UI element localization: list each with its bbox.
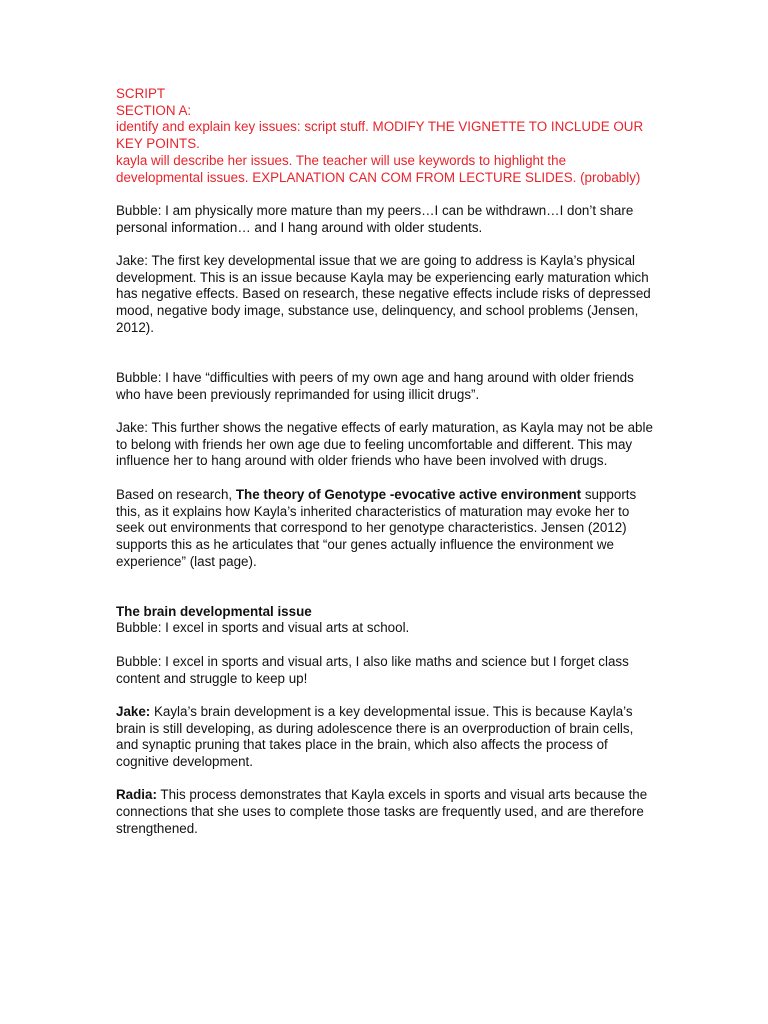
paragraph-bubble-4: Bubble: I excel in sports and visual arts, I also like maths and science but I forget class content and struggle to keep up!: [116, 653, 629, 686]
section-heading-brain: [116, 604, 656, 621]
paragraph-bubble-3: Bubble: I excel in sports and visual arts at school.: [116, 620, 410, 636]
instruction-note-2: kayla will describe her issues. The teacher will use keywords to highlight the developmental issues. EXPLANATION CAN COM FROM LECTURE SLIDES. (probably): [116, 152, 641, 185]
paragraph-bubble-2: Bubble: I have “difficulties with peers of my own age and hang around with older friends who have been previously reprimanded for using illicit drugs”.: [116, 369, 634, 402]
radia-text: This process demonstrates that Kayla excels in sports and visual arts because the connections that she uses to complete those tasks are frequently used, and are therefore strengthened.: [116, 787, 648, 836]
paragraph-radia: [116, 787, 656, 837]
script-notes: [116, 86, 656, 186]
paragraph-bubble-1: Bubble: I am physically more mature than my peers…I can be withdrawn…I don’t share personal information… and I hang around with older students.: [116, 202, 634, 235]
paragraph-jake-2: Jake: This further shows the negative effects of early maturation, as Kayla may not be able to belong with friends her own age due to feeling uncomfortable and different. This may influence her to hang around with older friends who have been involved with drugs.: [116, 420, 653, 469]
genotype-theory-name: The theory of Genotype -evocative active environment: [235, 486, 582, 502]
instruction-note-1: identify and explain key issues: script stuff. MODIFY THE VIGNETTE TO INCLUDE OUR KEY POINTS.: [116, 119, 644, 152]
speaker-radia: Radia:: [116, 787, 157, 803]
genotype-text-post: supports this, as it explains how Kayla’s inherited characteristics of maturation may evoke her to seek out environments that correspond to her genotype characteristics. Jensen (2012) supports this as he articulates that “our genes actually influence the environment we experience” (last page).: [116, 486, 637, 569]
paragraph-jake-3: [116, 704, 656, 771]
jake-3-text: Kayla’s brain development is a key developmental issue. This is because Kayla’s brain is still developing, as during adolescence there is an overproduction of brain cells, and synaptic pruning that takes place in the brain, which also affects the process of cognitive development.: [116, 703, 634, 769]
paragraph-jake-1: Jake: The first key developmental issue that we are going to address is Kayla’s physical development. This is an issue because Kayla may be experiencing early maturation which has negative effects. Based on research, these negative effects include risks of depressed mood, negative body image, substance use, delinquency, and school problems (Jensen, 2012).: [116, 253, 651, 335]
script-title: SCRIPT: [116, 86, 166, 101]
document-page: [116, 86, 656, 838]
speaker-jake: Jake:: [116, 703, 151, 719]
section-label: SECTION A:: [116, 102, 192, 118]
brain-heading-text: The brain developmental issue: [116, 603, 312, 619]
paragraph-genotype-theory: [116, 487, 656, 571]
genotype-text-pre: Based on research,: [116, 486, 236, 502]
